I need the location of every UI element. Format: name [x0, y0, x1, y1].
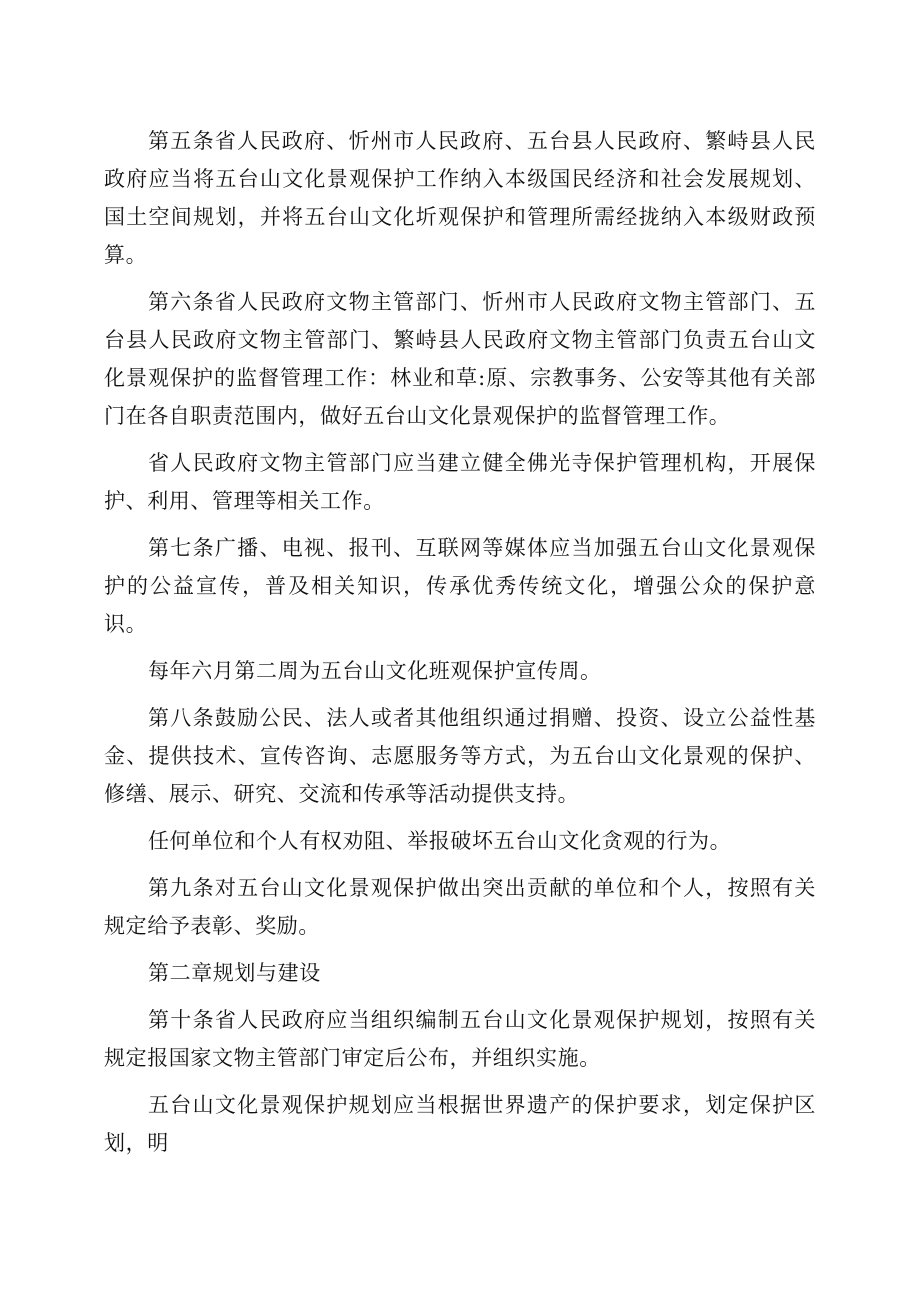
document-body: [104, 122, 816, 1171]
article-9-paragraph: 第九条对五台山文化景观保护做出突出贡献的单位和个人，按照有关规定给予表彰、奖励。: [104, 876, 816, 938]
article-7-clause-paragraph: 每年六月第二周为五台山文化班观保护宣传周。: [148, 659, 602, 683]
article-6-paragraph: 第六条省人民政府文物主管部门、忻州市人民政府文物主管部门、五台县人民政府文物主管部门、繁峙县人民政府文物主管部门负责五台山文化景观保护的监督管理工作：林业和草:原、宗教事务、公安等其他有关部门在各自职责范围内，做好五台山文化景观保护的监督管理工作。: [104, 290, 816, 428]
chapter-2-heading: 第二章规划与建设: [148, 961, 321, 985]
article-8-paragraph: 第八条鼓励公民、法人或者其他组织通过捐赠、投资、设立公益性基金、提供技术、宣传咨询、志愿服务等方式，为五台山文化景观的保护、修缮、展示、研究、交流和传承等活动提供支持。: [104, 706, 816, 806]
article-6-clause-paragraph: 省人民政府文物主管部门应当建立健全佛光寺保护管理机构，开展保护、利用、管理等相关工作。: [104, 451, 816, 513]
article-5-paragraph: 第五条省人民政府、忻州市人民政府、五台县人民政府、繁峙县人民政府应当将五台山文化景观保护工作纳入本级国民经济和社会发展规划、国土空间规划，并将五台山文化圻观保护和管理所需经拢纳入本级财政预算。: [104, 129, 816, 267]
article-8-clause-paragraph: 任何单位和个人有权劝阻、举报破坏五台山文化贪观的行为。: [148, 829, 732, 853]
article-10-clause-paragraph: 五台山文化景观保护规划应当根据世界遗产的保护要求，划定保护区划，明: [104, 1093, 816, 1155]
article-7-paragraph: 第七条广播、电视、报刊、互联网等媒体应当加强五台山文化景观保护的公益宣传，普及相关知识，传承优秀传统文化，增强公众的保护意识。: [104, 536, 816, 636]
article-10-paragraph: 第十条省人民政府应当组织编制五台山文化景观保护规划，按照有关规定报国家文物主管部门审定后公布，并组织实施。: [104, 1008, 816, 1070]
